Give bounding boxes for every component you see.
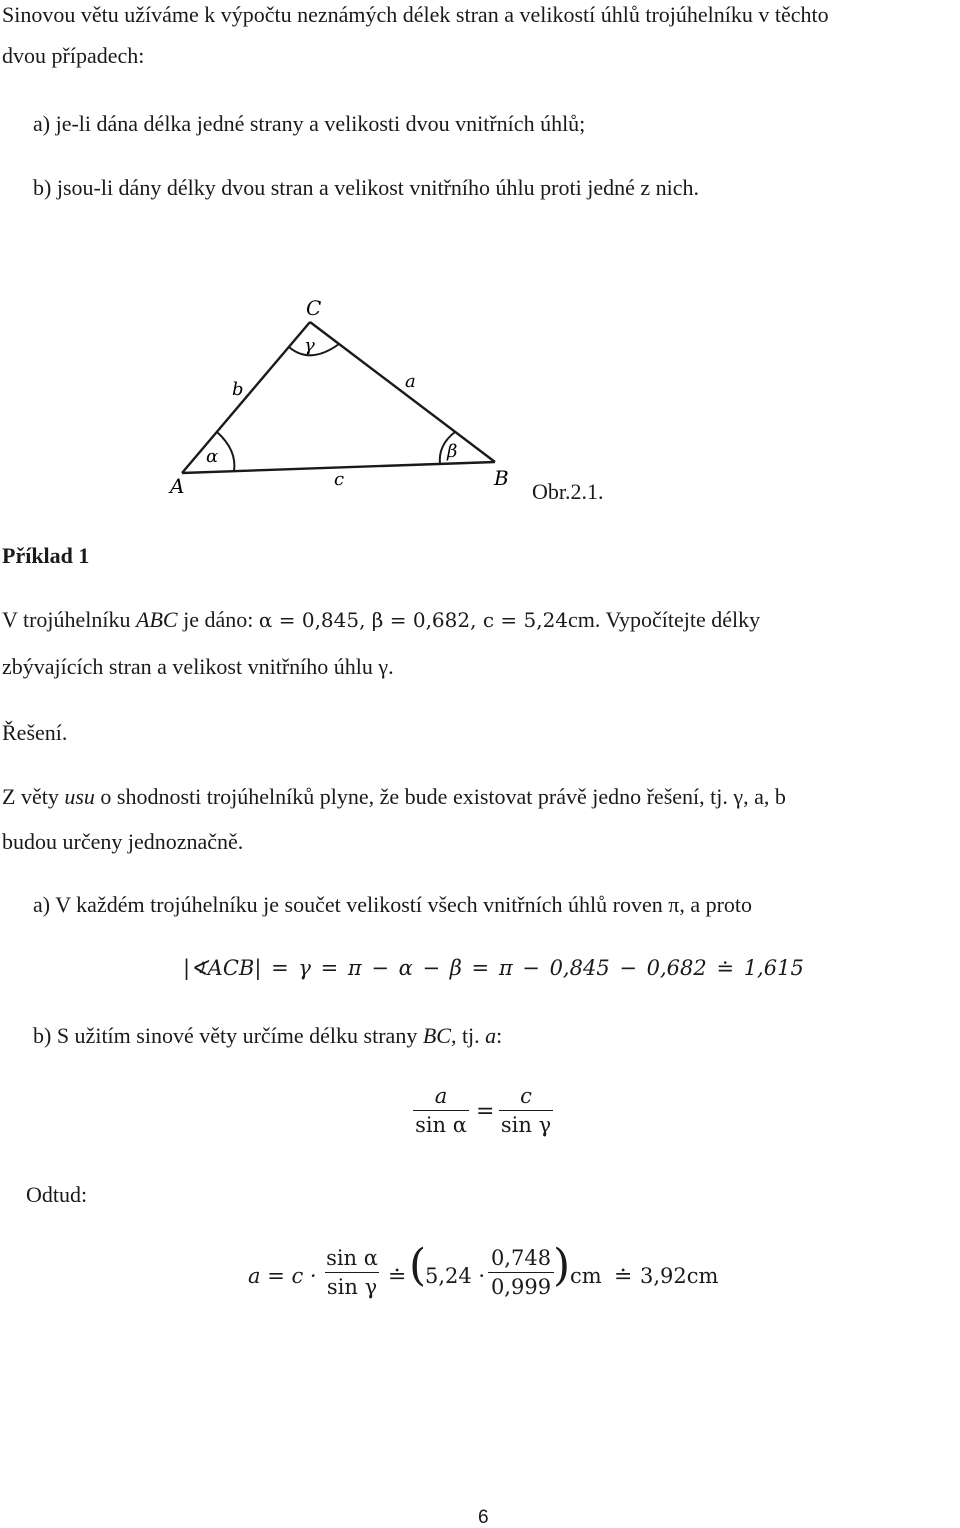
intro-line-1: Sinovou větu užíváme k výpočtu neznámých délek stran a velikostí úhlů trojúhelníku v těchto bbox=[2, 2, 829, 27]
final-numerator-value: 0,748 bbox=[490, 1246, 552, 1270]
example-line-2: zbývajících stran a velikost vnitřního úhlu γ. bbox=[2, 654, 394, 679]
odtud-text: Odtud: bbox=[26, 1182, 88, 1207]
case-a-text: a) je-li dána délka jedné strany a velikosti dvou vnitřních úhlů; bbox=[33, 111, 586, 136]
side-label-b: b bbox=[232, 379, 244, 400]
final-denominator-sin-gamma: sin γ bbox=[326, 1275, 378, 1300]
vertex-label-a: A bbox=[170, 474, 185, 498]
approx-sign-1: ≐ bbox=[388, 1264, 407, 1289]
law-numerator-c: c bbox=[520, 1084, 532, 1108]
solution-text-start: Z věty bbox=[2, 784, 65, 809]
example-heading: Příklad 1 bbox=[2, 543, 90, 568]
angle-alpha-arc bbox=[217, 432, 234, 471]
step-b-line bbox=[33, 1025, 502, 1047]
law-fraction-right bbox=[499, 1084, 553, 1137]
vertex-label-b: B bbox=[494, 466, 509, 490]
example-line-1 bbox=[2, 609, 760, 631]
triangle-name: ABC bbox=[136, 607, 178, 632]
given-values: α = 0,845, β = 0,682, c = 5,24 bbox=[258, 608, 569, 632]
step-b-text-end: : bbox=[496, 1023, 503, 1048]
final-fraction-values bbox=[488, 1246, 554, 1299]
final-numerator-sin-alpha: sin α bbox=[326, 1246, 378, 1270]
law-fraction-left bbox=[413, 1084, 469, 1137]
paren-open: ( bbox=[409, 1240, 427, 1291]
angle-label-alpha: α bbox=[206, 446, 219, 467]
final-unit: cm bbox=[570, 1264, 602, 1288]
final-result: 3,92cm bbox=[640, 1264, 719, 1288]
law-denominator-sin-gamma: sin γ bbox=[500, 1113, 552, 1138]
law-denominator-sin-alpha: sin α bbox=[415, 1113, 467, 1138]
law-equals: = bbox=[476, 1099, 495, 1124]
equation-angle-gamma: |∢ACB| = γ = π − α − β = π − 0,845 − 0,682 ≐ 1,615 bbox=[183, 956, 804, 980]
example-text-2: je dáno: bbox=[177, 607, 259, 632]
side-label-a: a bbox=[405, 371, 416, 392]
angle-label-beta: β bbox=[447, 441, 458, 462]
approx-sign-2: ≐ bbox=[614, 1264, 633, 1289]
final-multiplier: 5,24 · bbox=[425, 1264, 486, 1288]
page-number: 6 bbox=[478, 1507, 489, 1528]
triangle-figure bbox=[120, 295, 640, 505]
solution-line-2: budou určeny jednoznačně. bbox=[2, 829, 244, 854]
solution-text-end: o shodnosti trojúhelníků plyne, že bude existovat právě jedno řešení, tj. γ, a, b bbox=[94, 784, 786, 809]
solution-heading: Řešení. bbox=[2, 720, 68, 745]
final-denominator-value: 0,999 bbox=[490, 1275, 552, 1300]
angle-label-gamma: γ bbox=[304, 335, 315, 356]
side-bc: BC bbox=[422, 1023, 451, 1048]
solution-line-1 bbox=[2, 786, 786, 808]
figure-caption: Obr.2.1. bbox=[532, 479, 604, 504]
step-b-text-mid: , tj. bbox=[450, 1023, 486, 1048]
example-text-1: V trojúhelníku bbox=[2, 607, 137, 632]
final-lhs: a = c · bbox=[248, 1264, 317, 1288]
law-numerator-a: a bbox=[434, 1084, 448, 1108]
step-b-text-start: b) S užitím sinové věty určíme délku strany bbox=[33, 1023, 423, 1048]
step-a-text: a) V každém trojúhelníku je součet velikostí všech vnitřních úhlů roven π, a proto bbox=[33, 892, 753, 917]
intro-line-2: dvou případech: bbox=[2, 43, 145, 68]
usu-term: usu bbox=[64, 784, 95, 809]
final-fraction-sines bbox=[325, 1246, 379, 1299]
paren-close: ) bbox=[553, 1240, 571, 1291]
example-text-3: cm. Vypočítejte délky bbox=[568, 607, 761, 632]
side-a-var: a bbox=[485, 1023, 497, 1048]
side-label-c: c bbox=[334, 469, 345, 490]
vertex-label-c: C bbox=[306, 296, 322, 320]
case-b-text: b) jsou-li dány délky dvou stran a velikost vnitřního úhlu proti jedné z nich. bbox=[33, 175, 699, 200]
